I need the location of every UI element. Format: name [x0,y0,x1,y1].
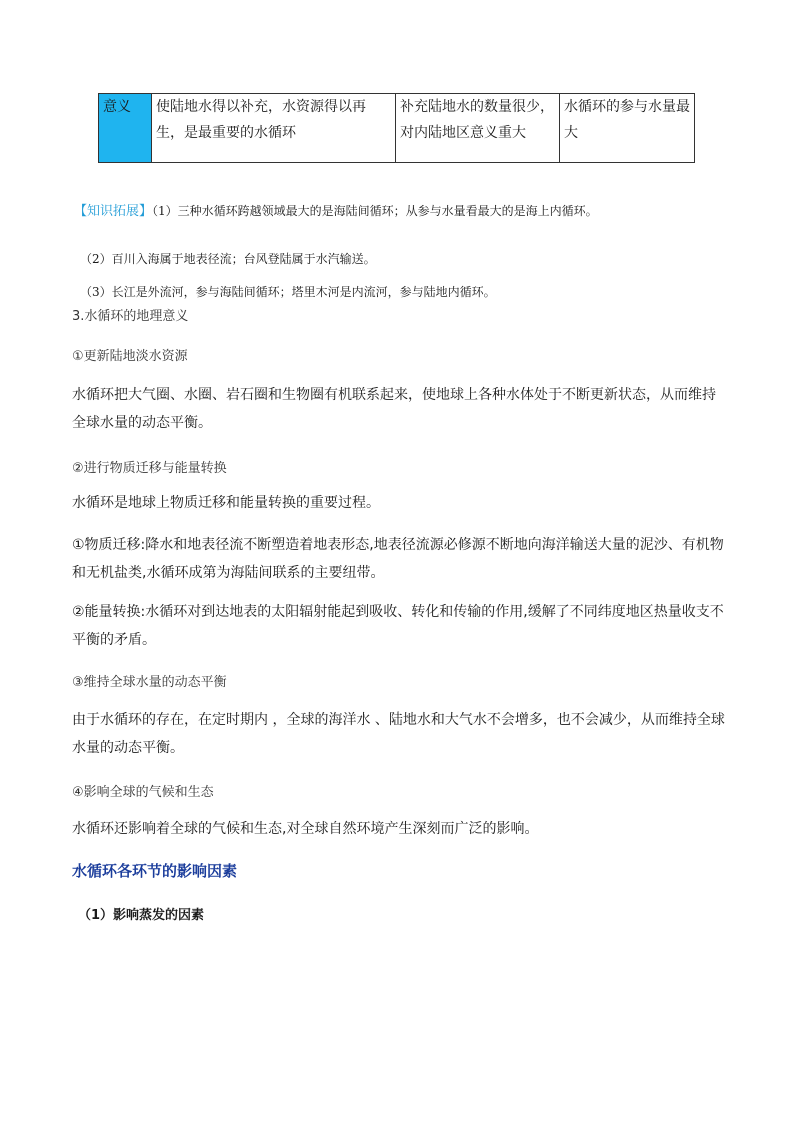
knowledge-extension [74,200,598,219]
item-2-text: 水循环是地球上物质迁移和能量转换的重要过程。 [72,495,380,511]
item-2-material: ①物质迁移:降水和地表径流不断塑造着地表形态,地表径流源必修源不断地向海洋输送大量的泥沙、有机物和无机盐类,水循环成第为海陆间联系的主要纽带。 [72,537,724,581]
table-cell: 水循环的参与水量最大 [560,94,695,163]
table-cell: 补充陆地水的数量很少，对内陆地区意义重大 [396,94,560,163]
item-1-text: 水循环把大气圈、水圈、岩石圈和生物圈有机联系起来，使地球上各种水体处于不断更新状态，从而维持全球水量的动态平衡。 [72,387,716,431]
item-2-energy: ②能量转换:水循环对到达地表的太阳辐射能起到吸收、转化和传输的作用,缓解了不同纬度地区热量收支不平衡的矛盾。 [72,604,724,648]
evaporation-heading: （1）影响蒸发的因素 [78,908,205,923]
table-cell: 使陆地水得以补充，水资源得以再生，是最重要的水循环 [152,94,396,163]
extension-tag: 【知识拓展】 [74,204,153,219]
item-3-text: 由于水循环的存在，在定时期内 ，全球的海洋水 、陆地水和大气水不会增多，也不会减少，从而维持全球水量的动态平衡。 [72,712,725,756]
table-row [99,94,695,163]
item-4-title: ④影响全球的气候和生态 [72,785,214,800]
extension-line-3: （3）长江是外流河，参与海陆间循环；塔里木河是内流河，参与陆地内循环。 [80,285,496,299]
item-1-title: ①更新陆地淡水资源 [72,349,188,364]
section-title: 3.水循环的地理意义 [72,309,189,324]
item-4-text: 水循环还影响着全球的气候和生态,对全球自然环境产生深刻而广泛的影响。 [72,821,539,837]
significance-table [98,93,695,163]
extension-line-1: （1）三种水循环跨越领域最大的是海陆间循环；从参与水量看最大的是海上内循环。 [152,204,598,218]
extension-line-2: （2）百川入海属于地表径流；台风登陆属于水汽输送。 [80,252,376,266]
item-3-title: ③维持全球水量的动态平衡 [72,675,227,690]
factors-heading: 水循环各环节的影响因素 [72,862,238,880]
table-row-label: 意义 [99,94,152,163]
item-2-title: ②进行物质迁移与能量转换 [72,461,227,476]
